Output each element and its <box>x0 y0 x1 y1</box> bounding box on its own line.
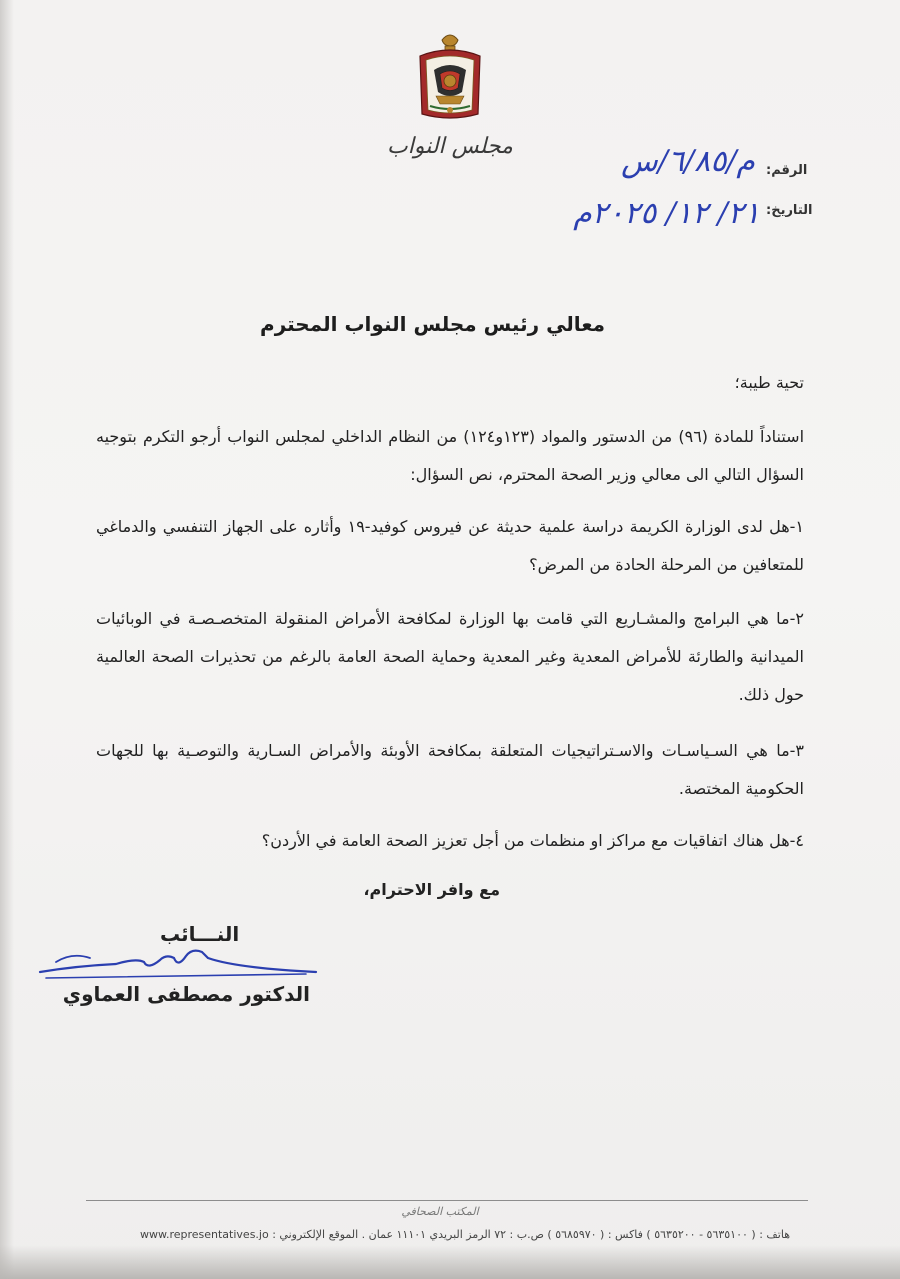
footer-contact: هاتف : ( ٥٦٣٥١٠٠ - ٥٦٣٥٢٠٠ ) فاكس : ( ٥٦٨٥٩٧٠ ) ص.ب : ٧٢ الرمز البريدي ١١١٠١ عمان . الموقع الإلكتروني : www.representatives.jo <box>139 1228 790 1241</box>
coat-of-arms-icon <box>412 30 488 126</box>
number-label: الرقم: <box>766 163 808 178</box>
question-3: ٣-ما هي السـياسـات والاسـتراتيجيات المتعلقة بمكافحة الأوبئة والأمراض السـارية والتوصـية بها للجهات الحكومية المختصة. <box>96 741 804 798</box>
signatory-title: النـــائب <box>160 922 240 946</box>
question-4: ٤-هل هناك اتفاقيات مع مراكز او منظمات من أجل تعزيز الصحة العامة في الأردن؟ <box>261 831 804 850</box>
reference-number: م/٦/٨٥/س <box>621 144 755 179</box>
closing-line: مع وافر الاحترام، <box>363 880 500 899</box>
date-label: التاريخ: <box>766 203 813 218</box>
intro-paragraph: استناداً للمادة (٩٦) من الدستور والمواد (١٢٣و١٢٤) من النظام الداخلي لمجلس النواب أرجو التكرم بتوجيه السؤال التالي الى معالي وزير الصحة المحترم، نص السؤال: <box>96 427 805 484</box>
page-bottom-shadow <box>0 1245 900 1279</box>
letter-date: ٢١/ ١٢/ ٢٠٢٥م <box>573 196 760 231</box>
footer-seal: المكتب الصحافي <box>401 1205 479 1218</box>
page-edge-shadow <box>0 0 14 1279</box>
addressee: معالي رئيس مجلس النواب المحترم <box>260 312 605 336</box>
greeting: تحية طيبة؛ <box>734 373 804 392</box>
question-1: ١-هل لدى الوزارة الكريمة دراسة علمية حديثة عن فيروس كوفيد-١٩ وأثاره على الجهاز التنفسي والدماغي للمتعافين من المرحلة الحادة من المرض؟ <box>96 517 804 574</box>
question-2: ٢-ما هي البرامج والمشـاريع التي قامت بها الوزارة لمكافحة الأمراض المنقولة المتخصـصـة في الوبائيات الميدانية والطارئة للأمراض المعدية وغير المعدية وحماية الصحة العامة بالرغم من تحذيرات الصحة العالمية حول ذلك. <box>96 609 804 704</box>
footer-divider <box>86 1200 808 1201</box>
signatory-name: الدكتور مصطفى العماوي <box>62 982 310 1006</box>
institution-name: مجلس النواب <box>387 134 513 159</box>
